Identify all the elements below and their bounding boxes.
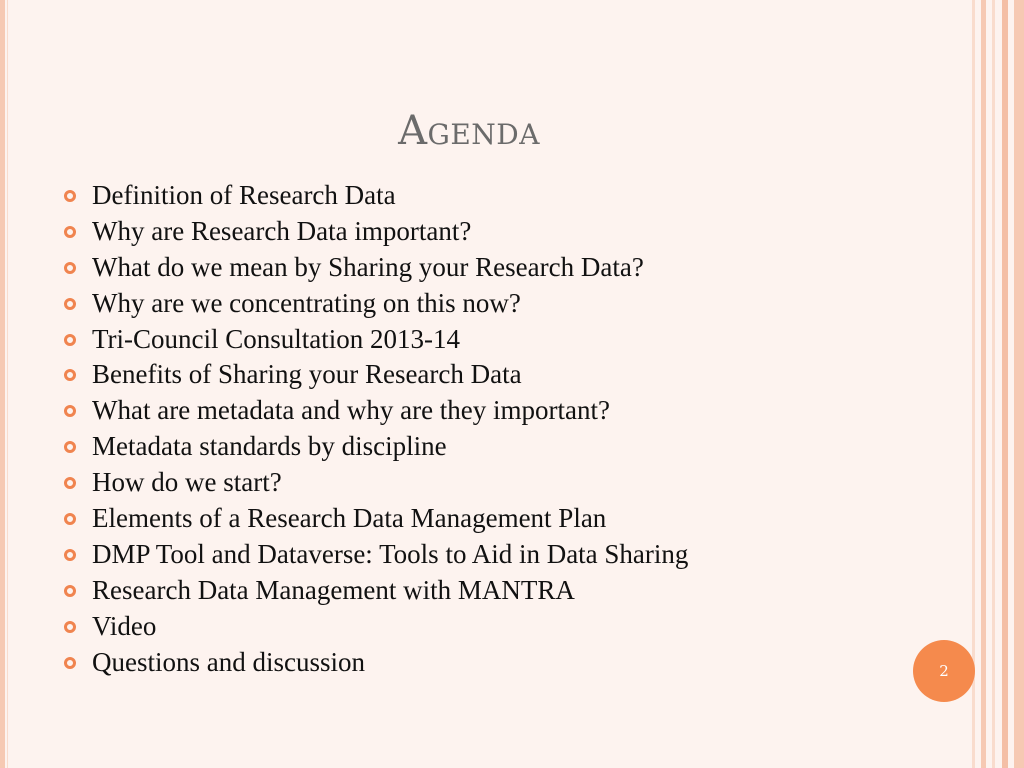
agenda-item-text: Why are we concentrating on this now? xyxy=(92,287,521,318)
agenda-item xyxy=(64,645,904,681)
agenda-item-text: Definition of Research Data xyxy=(92,180,396,210)
ring-bullet-icon xyxy=(64,585,76,597)
agenda-item xyxy=(64,429,904,465)
agenda-item xyxy=(64,357,904,393)
agenda-item xyxy=(64,214,904,250)
agenda-item-text: Benefits of Sharing your Research Data xyxy=(92,359,522,390)
agenda-item-text: DMP Tool and Dataverse: Tools to Aid in Data Sharing xyxy=(92,538,689,569)
ring-bullet-icon xyxy=(64,621,76,633)
ring-bullet-icon xyxy=(64,477,76,489)
stripe xyxy=(1002,0,1008,768)
agenda-item-text: Questions and discussion xyxy=(92,646,365,677)
agenda-item xyxy=(64,465,904,501)
agenda-item-text: Why are Research Data important? xyxy=(92,215,472,246)
agenda-item-text: Research Data Management with MANTRA xyxy=(92,574,575,605)
ring-bullet-icon xyxy=(64,657,76,669)
agenda-list xyxy=(64,178,904,680)
stripe xyxy=(1014,0,1024,768)
ring-bullet-icon xyxy=(64,226,76,238)
stripe xyxy=(981,0,986,768)
agenda-item xyxy=(64,537,904,573)
agenda-item-text: How do we start? xyxy=(92,467,282,498)
agenda-item-text: What are metadata and why are they important? xyxy=(92,395,611,426)
ring-bullet-icon xyxy=(64,441,76,453)
stripe xyxy=(992,0,995,768)
slide-title: Agenda xyxy=(398,108,540,154)
ring-bullet-icon xyxy=(64,513,76,525)
page-number-badge: 2 xyxy=(913,640,975,702)
agenda-item xyxy=(64,609,904,645)
stripe xyxy=(972,0,975,768)
ring-bullet-icon xyxy=(64,369,76,381)
agenda-item xyxy=(64,178,904,214)
agenda-item-text: Tri-Council Consultation 2013-14 xyxy=(92,323,461,354)
agenda-item xyxy=(64,286,904,322)
agenda-item xyxy=(64,250,904,286)
agenda-item xyxy=(64,322,904,358)
agenda-item-text: Elements of a Research Data Management Plan xyxy=(92,503,607,534)
agenda-item xyxy=(64,573,904,609)
agenda-item-text: Metadata standards by discipline xyxy=(92,431,447,462)
ring-bullet-icon xyxy=(64,262,76,274)
agenda-item xyxy=(64,501,904,537)
ring-bullet-icon xyxy=(64,298,76,310)
ring-bullet-icon xyxy=(64,190,76,202)
right-decorative-stripes xyxy=(972,0,1024,768)
ring-bullet-icon xyxy=(64,334,76,346)
ring-bullet-icon xyxy=(64,405,76,417)
agenda-item xyxy=(64,393,904,429)
agenda-item-text: Video xyxy=(92,610,157,641)
agenda-item-text: What do we mean by Sharing your Research Data? xyxy=(92,251,644,282)
ring-bullet-icon xyxy=(64,549,76,561)
